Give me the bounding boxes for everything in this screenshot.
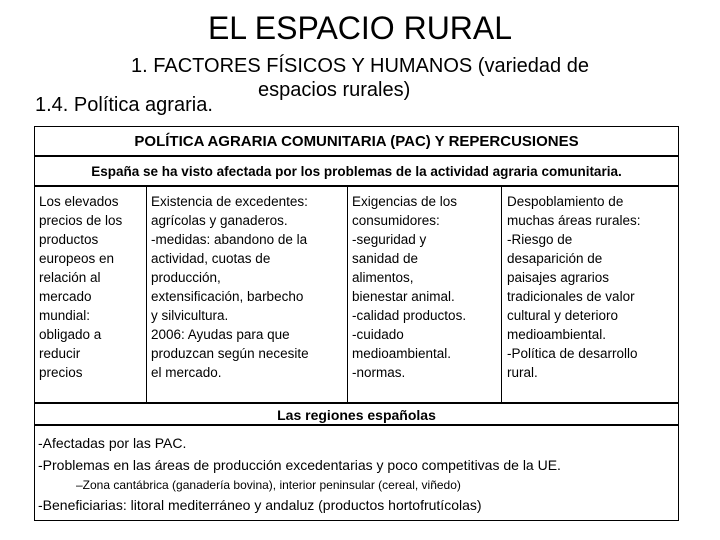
regions-line-problems: -Problemas en las áreas de producción excedentarias y poco competitivas de la UE. bbox=[38, 457, 561, 473]
regions-line-beneficiaries: -Beneficiarias: litoral mediterráneo y andaluz (productos hortofrutícolas) bbox=[38, 497, 482, 513]
factor-column-prices bbox=[35, 187, 147, 402]
factor-text-depopulation: Despoblamiento de muchas áreas rurales: -Riesgo de desaparición de paisajes agrarios tradicionales de valor cultural y deterioro medioambiental. -Política de desarrollo rural. bbox=[507, 194, 641, 380]
regions-box bbox=[34, 425, 679, 521]
pac-intro-box: España se ha visto afectada por los problemas de la actividad agraria comunitaria. bbox=[34, 156, 679, 186]
factor-text-prices: Los elevados precios de los productos europeos en relación al mercado mundial: obligado a reducir precios bbox=[39, 194, 123, 380]
subtitle-line-2: espacios rurales) bbox=[258, 79, 411, 101]
factor-text-surpluses: Existencia de excedentes: agrícolas y ganaderos. -medidas: abandono de la actividad, cuotas de producción, extensificación, barbecho y silvicultura. 2006: Ayudas para que produzcan según necesite el mercado. bbox=[151, 194, 309, 380]
subtitle-line-1: 1. FACTORES FÍSICOS Y HUMANOS (variedad de bbox=[131, 55, 589, 77]
section-label: 1.4. Política agraria. bbox=[35, 94, 213, 116]
factor-text-consumers: Exigencias de los consumidores: -seguridad y sanidad de alimentos, bienestar animal. -calidad productos. -cuidado medioambiental. -normas. bbox=[352, 194, 467, 380]
factor-column-surpluses bbox=[147, 187, 348, 402]
factor-column-consumers bbox=[348, 187, 502, 402]
slide-title: EL ESPACIO RURAL bbox=[207, 10, 513, 46]
regions-title-box: Las regiones españolas bbox=[34, 403, 679, 425]
regions-line-affected: -Afectadas por las PAC. bbox=[38, 435, 187, 451]
factor-column-depopulation bbox=[502, 187, 678, 402]
pac-title-box: POLÍTICA AGRARIA COMUNITARIA (PAC) Y REPERCUSIONES bbox=[34, 126, 679, 156]
regions-line-zones: –Zona cantábrica (ganadería bovina), interior peninsular (cereal, viñedo) bbox=[76, 478, 461, 492]
pac-factors-grid bbox=[34, 186, 679, 403]
